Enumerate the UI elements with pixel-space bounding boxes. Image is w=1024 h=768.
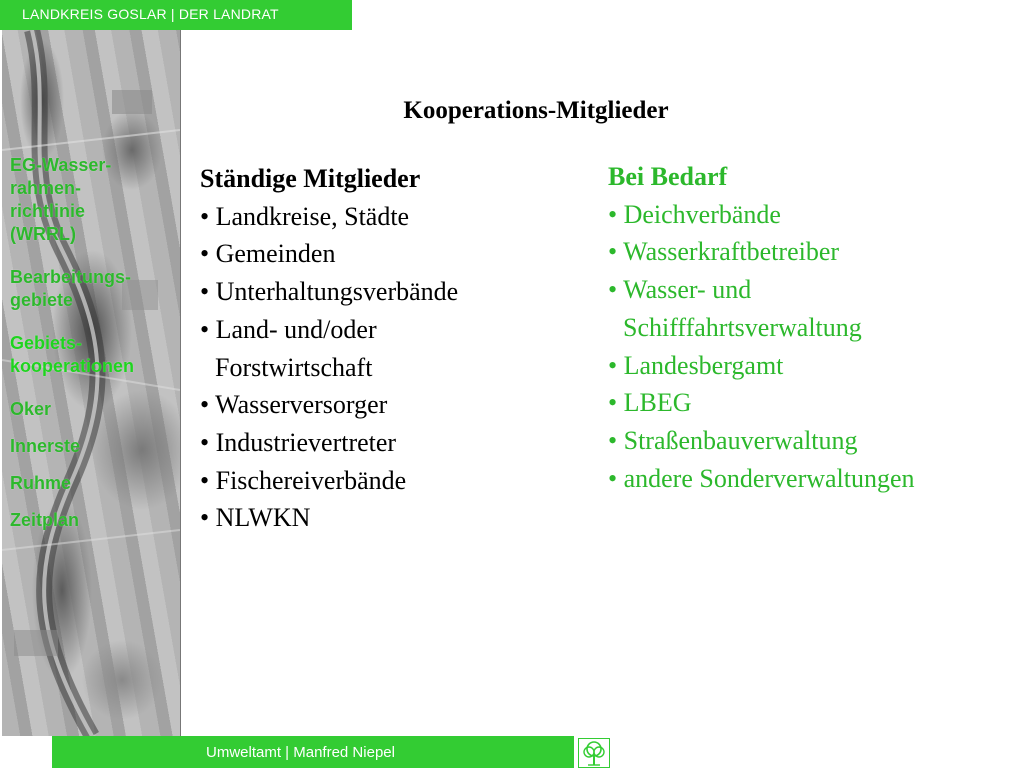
on-demand-member-item: • Deichverbände xyxy=(608,199,781,229)
on-demand-member-item: • andere Sonderverwaltungen xyxy=(608,463,915,493)
slide-title: Kooperations-Mitglieder xyxy=(403,97,669,124)
on-demand-member-item: • LBEG xyxy=(608,388,692,418)
on-demand-member-item: • Landesbergamt xyxy=(608,350,784,380)
nav-item-gebietskooperationen-line-2: kooperationen xyxy=(10,356,135,376)
on-demand-members-heading: Bei Bedarf xyxy=(608,162,728,191)
logo-box xyxy=(578,738,610,768)
footer-label: Umweltamt | Manfred Niepel xyxy=(206,744,395,761)
permanent-member-item-continuation: Forstwirtschaft xyxy=(215,352,373,382)
nav-item-oker[interactable]: Oker xyxy=(10,399,52,419)
footer-bar xyxy=(52,736,574,768)
permanent-member-item: • Unterhaltungsverbände xyxy=(200,277,459,307)
nav-item-ruhme[interactable]: Ruhme xyxy=(10,473,72,493)
nav-item-gebietskooperationen[interactable] xyxy=(10,332,180,378)
permanent-member-item: • Land- und/oder xyxy=(200,314,377,344)
nav-item-gebietskooperationen-line-1: Gebiets- xyxy=(10,333,83,353)
side-nav xyxy=(10,154,180,546)
on-demand-members-column xyxy=(608,158,915,497)
on-demand-member-item: • Wasser- und xyxy=(608,275,752,305)
nav-item-bearbeitungsgebiete-line-1: Bearbeitungs- xyxy=(10,267,132,287)
permanent-member-item: • Fischereiverbände xyxy=(200,465,407,495)
nav-item-zeitplan[interactable]: Zeitplan xyxy=(10,510,80,530)
permanent-member-item: • Landkreise, Städte xyxy=(200,201,410,231)
permanent-members-column xyxy=(200,160,458,537)
permanent-member-item: • NLWKN xyxy=(200,503,311,533)
header-bar xyxy=(0,0,352,30)
nav-item-wrrl-line-1: EG-Wasser- xyxy=(10,155,112,175)
nav-item-wrrl-line-3: richtlinie xyxy=(10,201,86,221)
nav-item-innerste[interactable]: Innerste xyxy=(10,436,81,456)
nav-item-bearbeitungsgebiete-line-2: gebiete xyxy=(10,290,74,310)
permanent-member-item: • Gemeinden xyxy=(200,239,336,269)
header-label: LANDKREIS GOSLAR | DER LANDRAT xyxy=(22,6,279,22)
nav-item-bearbeitungsgebiete[interactable] xyxy=(10,266,180,312)
nav-item-wrrl[interactable] xyxy=(10,154,180,246)
permanent-member-item: • Wasserversorger xyxy=(200,390,388,420)
tree-icon xyxy=(579,739,609,767)
nav-item-wrrl-line-2: rahmen- xyxy=(10,178,82,198)
on-demand-member-item-continuation: Schifffahrtsverwaltung xyxy=(623,312,862,342)
permanent-members-heading: Ständige Mitglieder xyxy=(200,164,421,193)
on-demand-member-item: • Wasserkraftbetreiber xyxy=(608,237,840,267)
permanent-member-item: • Industrievertreter xyxy=(200,427,397,457)
on-demand-member-item: • Straßenbauverwaltung xyxy=(608,425,858,455)
nav-item-wrrl-line-4: (WRRL) xyxy=(10,224,76,244)
